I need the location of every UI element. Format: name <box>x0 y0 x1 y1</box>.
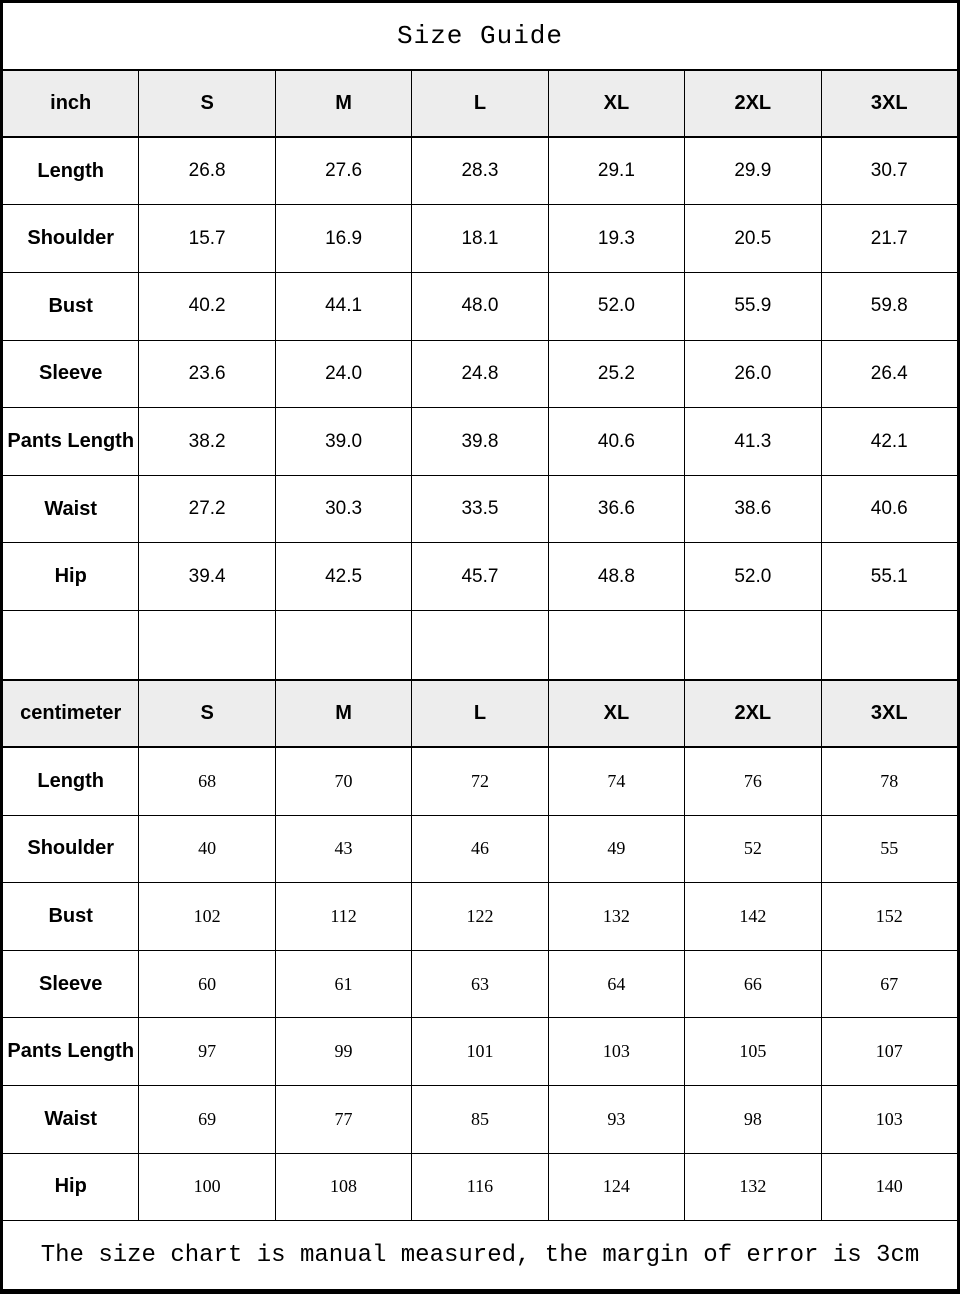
inch-header-row <box>3 70 958 138</box>
value-cell: 38.6 <box>685 475 821 543</box>
inch-row-bust <box>3 272 958 340</box>
value-cell: 105 <box>685 1018 821 1086</box>
value-cell: 60 <box>139 950 275 1018</box>
row-label: Hip <box>3 543 139 611</box>
value-cell: 33.5 <box>412 475 548 543</box>
size-col-header-xl: XL <box>548 70 684 138</box>
size-col-header-2xl: 2XL <box>685 70 821 138</box>
value-cell: 103 <box>821 1086 957 1154</box>
row-label: Shoulder <box>3 205 139 273</box>
value-cell: 43 <box>275 815 411 883</box>
row-label: Length <box>3 747 139 815</box>
value-cell: 66 <box>685 950 821 1018</box>
cm-row-bust <box>3 883 958 951</box>
value-cell: 52.0 <box>685 543 821 611</box>
row-label: Sleeve <box>3 950 139 1018</box>
value-cell: 42.1 <box>821 408 957 476</box>
value-cell: 116 <box>412 1153 548 1221</box>
row-label: Pants Length <box>3 408 139 476</box>
row-label: Bust <box>3 272 139 340</box>
value-cell: 107 <box>821 1018 957 1086</box>
inch-row-waist <box>3 475 958 543</box>
value-cell: 55 <box>821 815 957 883</box>
size-col-header-m: M <box>275 680 411 748</box>
value-cell: 29.9 <box>685 137 821 205</box>
spacer-cell <box>548 611 684 680</box>
value-cell: 48.0 <box>412 272 548 340</box>
value-cell: 102 <box>139 883 275 951</box>
size-col-header-s: S <box>139 680 275 748</box>
spacer-cell <box>139 611 275 680</box>
value-cell: 76 <box>685 747 821 815</box>
size-col-header-l: L <box>412 680 548 748</box>
value-cell: 41.3 <box>685 408 821 476</box>
footer-row <box>3 1221 958 1290</box>
value-cell: 25.2 <box>548 340 684 408</box>
cm-row-pants-length <box>3 1018 958 1086</box>
value-cell: 100 <box>139 1153 275 1221</box>
cm-row-sleeve <box>3 950 958 1018</box>
value-cell: 59.8 <box>821 272 957 340</box>
row-label: Waist <box>3 475 139 543</box>
value-cell: 24.0 <box>275 340 411 408</box>
value-cell: 99 <box>275 1018 411 1086</box>
row-label: Hip <box>3 1153 139 1221</box>
value-cell: 152 <box>821 883 957 951</box>
value-cell: 36.6 <box>548 475 684 543</box>
row-label: Sleeve <box>3 340 139 408</box>
value-cell: 108 <box>275 1153 411 1221</box>
value-cell: 40.2 <box>139 272 275 340</box>
inch-row-sleeve <box>3 340 958 408</box>
value-cell: 46 <box>412 815 548 883</box>
value-cell: 40.6 <box>548 408 684 476</box>
value-cell: 52 <box>685 815 821 883</box>
value-cell: 98 <box>685 1086 821 1154</box>
value-cell: 64 <box>548 950 684 1018</box>
spacer-cell <box>685 611 821 680</box>
spacer-cell <box>275 611 411 680</box>
value-cell: 132 <box>548 883 684 951</box>
value-cell: 112 <box>275 883 411 951</box>
row-label: Waist <box>3 1086 139 1154</box>
size-col-header-3xl: 3XL <box>821 680 957 748</box>
value-cell: 38.2 <box>139 408 275 476</box>
value-cell: 20.5 <box>685 205 821 273</box>
value-cell: 132 <box>685 1153 821 1221</box>
unit-header-inch: inch <box>3 70 139 138</box>
value-cell: 63 <box>412 950 548 1018</box>
value-cell: 55.9 <box>685 272 821 340</box>
row-label: Bust <box>3 883 139 951</box>
value-cell: 26.4 <box>821 340 957 408</box>
value-cell: 45.7 <box>412 543 548 611</box>
row-label: Shoulder <box>3 815 139 883</box>
row-label: Pants Length <box>3 1018 139 1086</box>
value-cell: 55.1 <box>821 543 957 611</box>
value-cell: 21.7 <box>821 205 957 273</box>
value-cell: 19.3 <box>548 205 684 273</box>
value-cell: 15.7 <box>139 205 275 273</box>
value-cell: 124 <box>548 1153 684 1221</box>
cm-row-length <box>3 747 958 815</box>
spacer-cell <box>821 611 957 680</box>
value-cell: 42.5 <box>275 543 411 611</box>
value-cell: 29.1 <box>548 137 684 205</box>
value-cell: 103 <box>548 1018 684 1086</box>
cm-row-hip <box>3 1153 958 1221</box>
title-row <box>3 3 958 70</box>
value-cell: 52.0 <box>548 272 684 340</box>
spacer-row <box>3 611 958 680</box>
inch-row-hip <box>3 543 958 611</box>
value-cell: 49 <box>548 815 684 883</box>
value-cell: 97 <box>139 1018 275 1086</box>
inch-row-pants-length <box>3 408 958 476</box>
value-cell: 69 <box>139 1086 275 1154</box>
spacer-cell <box>3 611 139 680</box>
value-cell: 40 <box>139 815 275 883</box>
value-cell: 77 <box>275 1086 411 1154</box>
value-cell: 30.3 <box>275 475 411 543</box>
value-cell: 93 <box>548 1086 684 1154</box>
value-cell: 70 <box>275 747 411 815</box>
value-cell: 39.8 <box>412 408 548 476</box>
value-cell: 68 <box>139 747 275 815</box>
cm-row-waist <box>3 1086 958 1154</box>
value-cell: 26.8 <box>139 137 275 205</box>
footer-note: The size chart is manual measured, the margin of error is 3cm <box>3 1221 958 1290</box>
size-col-header-s: S <box>139 70 275 138</box>
value-cell: 18.1 <box>412 205 548 273</box>
value-cell: 39.0 <box>275 408 411 476</box>
value-cell: 27.6 <box>275 137 411 205</box>
value-cell: 67 <box>821 950 957 1018</box>
value-cell: 28.3 <box>412 137 548 205</box>
value-cell: 48.8 <box>548 543 684 611</box>
value-cell: 74 <box>548 747 684 815</box>
value-cell: 140 <box>821 1153 957 1221</box>
value-cell: 85 <box>412 1086 548 1154</box>
unit-header-centimeter: centimeter <box>3 680 139 748</box>
inch-row-length <box>3 137 958 205</box>
value-cell: 44.1 <box>275 272 411 340</box>
value-cell: 142 <box>685 883 821 951</box>
size-col-header-l: L <box>412 70 548 138</box>
value-cell: 122 <box>412 883 548 951</box>
value-cell: 78 <box>821 747 957 815</box>
value-cell: 26.0 <box>685 340 821 408</box>
value-cell: 24.8 <box>412 340 548 408</box>
spacer-cell <box>412 611 548 680</box>
value-cell: 72 <box>412 747 548 815</box>
centimeter-header-row <box>3 680 958 748</box>
value-cell: 61 <box>275 950 411 1018</box>
value-cell: 40.6 <box>821 475 957 543</box>
size-guide-table <box>2 2 958 1290</box>
row-label: Length <box>3 137 139 205</box>
cm-row-shoulder <box>3 815 958 883</box>
size-col-header-2xl: 2XL <box>685 680 821 748</box>
inch-row-shoulder <box>3 205 958 273</box>
value-cell: 30.7 <box>821 137 957 205</box>
size-col-header-3xl: 3XL <box>821 70 957 138</box>
page-title: Size Guide <box>3 3 958 70</box>
value-cell: 39.4 <box>139 543 275 611</box>
value-cell: 16.9 <box>275 205 411 273</box>
value-cell: 101 <box>412 1018 548 1086</box>
value-cell: 27.2 <box>139 475 275 543</box>
size-col-header-m: M <box>275 70 411 138</box>
size-col-header-xl: XL <box>548 680 684 748</box>
value-cell: 23.6 <box>139 340 275 408</box>
